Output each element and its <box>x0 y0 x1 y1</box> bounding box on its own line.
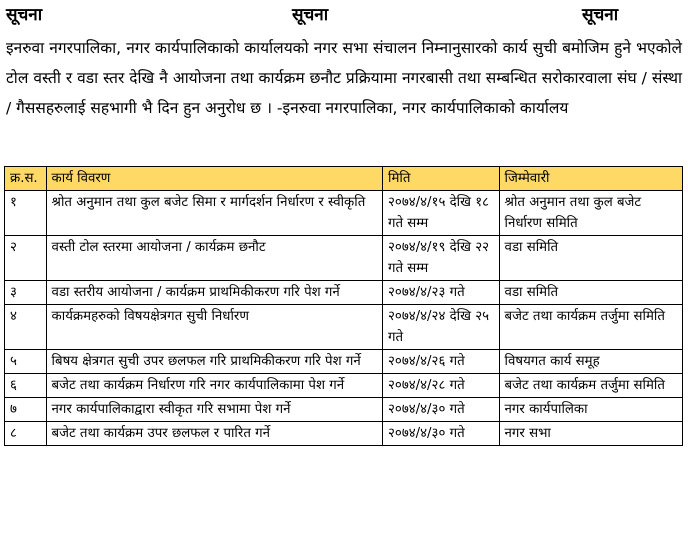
row-description: वडा स्तरीय आयोजना / कार्यक्रम प्राथमिकीकरण गरि पेश गर्ने <box>46 281 382 305</box>
row-responsibility: बजेट तथा कार्यक्रम तर्जुमा समिति <box>499 374 682 398</box>
header-responsibility: जिम्मेवारी <box>499 167 682 191</box>
row-serial: २ <box>5 236 47 281</box>
header-date: मिति <box>383 167 500 191</box>
row-description: श्रोत अनुमान तथा कुल बजेट सिमा र मार्गदर्शन निर्धारण र स्वीकृति <box>46 191 382 236</box>
row-date: २०७४/४/२८ गते <box>383 374 500 398</box>
table-row <box>5 236 683 281</box>
notice-heading-center: सूचना <box>292 5 329 25</box>
table-row <box>5 305 683 350</box>
row-serial: ४ <box>5 305 47 350</box>
row-date: २०७४/४/२६ गते <box>383 350 500 374</box>
row-description: कार्यक्रमहरुको विषयक्षेत्रगत सुची निर्धारण <box>46 305 382 350</box>
row-responsibility: वडा समिति <box>499 236 682 281</box>
row-responsibility: वडा समिति <box>499 281 682 305</box>
table-header-row <box>5 167 683 191</box>
table-row <box>5 350 683 374</box>
row-serial: ६ <box>5 374 47 398</box>
table-row <box>5 422 683 446</box>
row-responsibility: श्रोत अनुमान तथा कुल बजेट निर्धारण समिति <box>499 191 682 236</box>
row-serial: ७ <box>5 398 47 422</box>
row-description: बजेट तथा कार्यक्रम निर्धारण गरि नगर कार्यपालिकामा पेश गर्ने <box>46 374 382 398</box>
row-date: २०७४/४/३० गते <box>383 422 500 446</box>
row-description: बिषय क्षेत्रगत सुची उपर छलफल गरि प्राथमिकीकरण गरि पेश गर्ने <box>46 350 382 374</box>
row-serial: ३ <box>5 281 47 305</box>
row-description: नगर कार्यपालिकाद्वारा स्वीकृत गरि सभामा पेश गर्ने <box>46 398 382 422</box>
notice-heading-left: सूचना <box>6 5 43 25</box>
table-row <box>5 281 683 305</box>
table-row <box>5 374 683 398</box>
row-description: वस्ती टोल स्तरमा आयोजना / कार्यक्रम छनौट <box>46 236 382 281</box>
schedule-table <box>4 166 683 446</box>
row-date: २०७४/४/२३ गते <box>383 281 500 305</box>
row-date: २०७४/४/१५ देखि १८ गते सम्म <box>383 191 500 236</box>
row-responsibility: बजेट तथा कार्यक्रम तर्जुमा समिति <box>499 305 682 350</box>
row-responsibility: विषयगत कार्य समूह <box>499 350 682 374</box>
row-responsibility: नगर कार्यपालिका <box>499 398 682 422</box>
notice-paragraph: इनरुवा नगरपालिका, नगर कार्यपालिकाको कार्यालयको नगर सभा संचालन निम्नानुसारको कार्य सुची बमोजिम हुने भएकोले टोल वस्ती र वडा स्तर देखि नै आयोजना तथा कार्यक्रम छनौट प्रक्रियामा नगरबासी तथा सम्बन्धित सरोकारवाला संघ / संस्था / गैससहरुलाई सहभागी भै दिन हुन अनुरोध छ । -इनरुवा नगरपालिका, नगर कार्यपालिकाको कार्यालय <box>6 39 682 117</box>
row-date: २०७४/४/२४ देखि २५ गते <box>383 305 500 350</box>
row-description: बजेट तथा कार्यक्रम उपर छलफल र पारित गर्ने <box>46 422 382 446</box>
row-serial: ८ <box>5 422 47 446</box>
header-description: कार्य विवरण <box>46 167 382 191</box>
row-responsibility: नगर सभा <box>499 422 682 446</box>
row-serial: १ <box>5 191 47 236</box>
row-serial: ५ <box>5 350 47 374</box>
notice-headers <box>0 0 688 28</box>
notice-heading-right: सूचना <box>582 5 619 25</box>
row-date: २०७४/४/३० गते <box>383 398 500 422</box>
row-date: २०७४/४/१९ देखि २२ गते सम्म <box>383 236 500 281</box>
table-row <box>5 398 683 422</box>
header-serial: क्र.स. <box>5 167 47 191</box>
table-row <box>5 191 683 236</box>
